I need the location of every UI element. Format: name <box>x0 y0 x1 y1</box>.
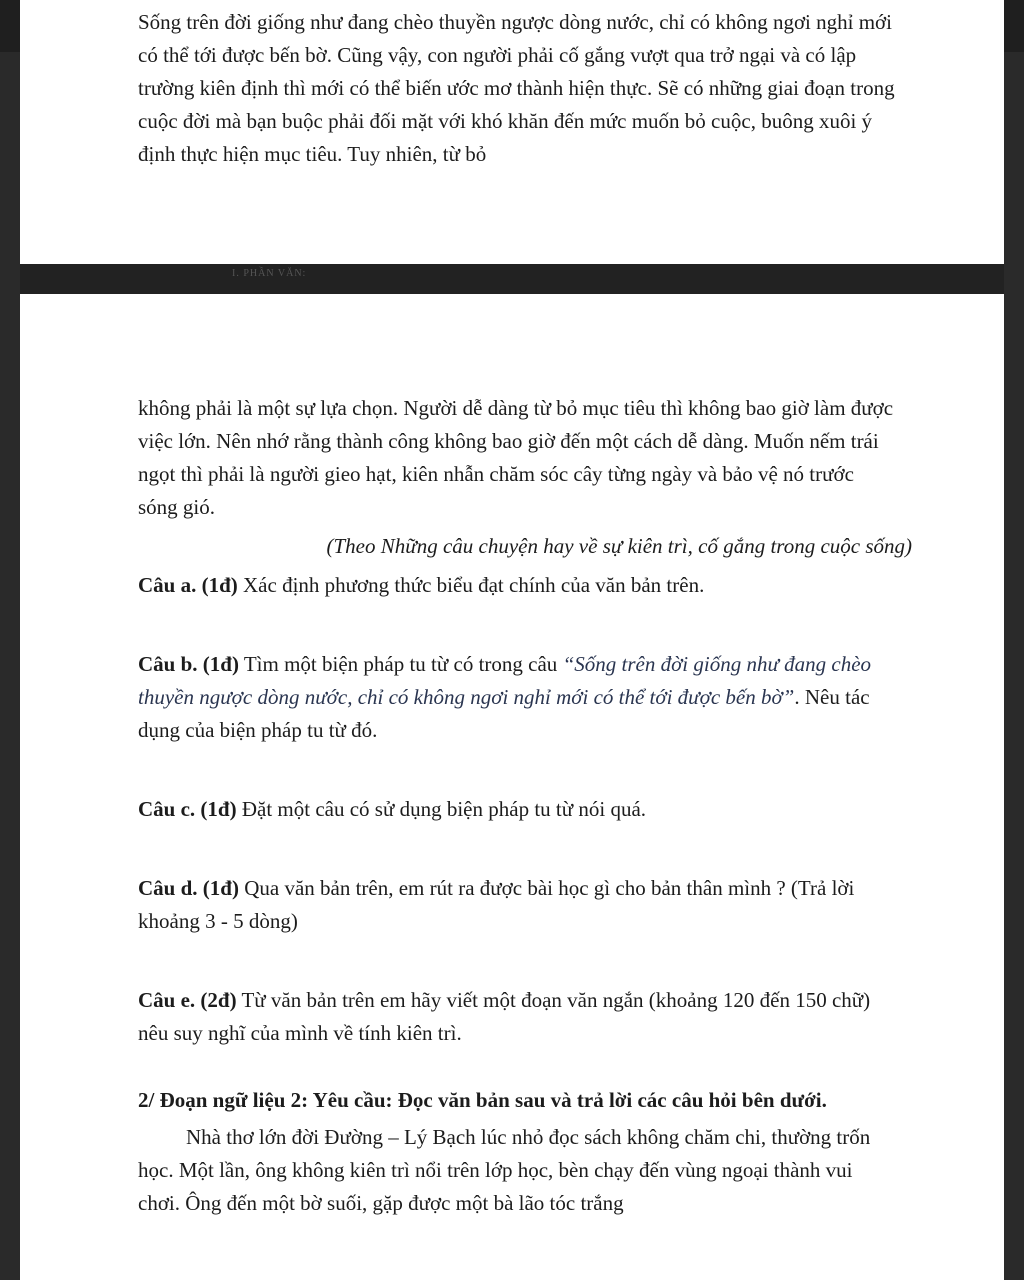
document-page-1 <box>20 0 1004 264</box>
question-e-text: Từ văn bản trên em hãy viết một đoạn văn ngắn (khoảng 120 đến 150 chữ) nêu suy nghĩ của mình về tính kiên trì. <box>138 988 871 1045</box>
question-e <box>138 984 898 1050</box>
question-c <box>138 793 898 826</box>
question-a-label: Câu a. (1đ) <box>138 573 238 597</box>
question-d <box>138 872 898 938</box>
question-d-text: Qua văn bản trên, em rút ra được bài học gì cho bản thân mình ? (Trả lời khoảng 3 - 5 dòng) <box>138 876 855 933</box>
question-e-label: Câu e. (2đ) <box>138 988 237 1012</box>
page1-text-block <box>138 6 898 171</box>
question-b-label: Câu b. (1đ) <box>138 652 239 676</box>
passage-paragraph-2: không phải là một sự lựa chọn. Người dễ dàng từ bỏ mục tiêu thì không bao giờ làm được việc lớn. Nên nhớ rằng thành công không bao giờ đến một cách dễ dàng. Muốn nếm trái ngọt thì phải là người gieo hạt, kiên nhẫn chăm sóc cây từng ngày và bảo vệ nó trước sóng gió. <box>138 396 894 519</box>
question-b-text-2: . Nêu tác dụng của biện pháp tu từ đó. <box>138 685 870 742</box>
question-c-label: Câu c. (1đ) <box>138 797 237 821</box>
question-b <box>138 648 898 747</box>
passage-source: (Theo Những câu chuyện hay về sự kiên trì, cố gắng trong cuộc sống) <box>326 534 912 558</box>
document-page-2 <box>20 294 1004 1280</box>
question-a <box>138 569 898 602</box>
passage-2-paragraph: Nhà thơ lớn đời Đường – Lý Bạch lúc nhỏ đọc sách không chăm chi, thường trốn học. Một lần, ông không kiên trì nổi trên lớp học, bèn chạy đến vùng ngoại thành vui chơi. Ông đến một bờ suối, gặp được một bà lão tóc trắng <box>138 1125 871 1215</box>
page-separator-label: I. PHẦN VĂN: <box>232 268 307 279</box>
question-b-text-1: Tìm một biện pháp tu từ có trong câu <box>238 652 563 676</box>
question-b-quote: “Sống trên đời giống như đang chèo thuyền ngược dòng nước, chỉ có không ngơi nghỉ mới có thể tới được bến bờ” <box>138 652 872 709</box>
passage-paragraph-1: Sống trên đời giống như đang chèo thuyền ngược dòng nước, chỉ có không ngơi nghỉ mới có thể tới được bến bờ. Cũng vậy, con người phải cố gắng vượt qua trở ngại và có lập trường kiên định thì mới có thể biến ước mơ thành hiện thực. Sẽ có những giai đoạn trong cuộc đời mà bạn buộc phải đối mặt với khó khăn đến mức muốn bỏ cuộc, buông xuôi ý định thực hiện mục tiêu. Tuy nhiên, từ bỏ <box>138 10 895 166</box>
question-d-label: Câu d. (1đ) <box>138 876 239 900</box>
page-gap <box>20 264 1004 294</box>
page2-text-block <box>138 392 912 1220</box>
question-a-text: Xác định phương thức biểu đạt chính của văn bản trên. <box>237 573 705 597</box>
section-2-heading: 2/ Đoạn ngữ liệu 2: Yêu cầu: Đọc văn bản sau và trả lời các câu hỏi bên dưới. <box>138 1088 827 1112</box>
question-c-text: Đặt một câu có sử dụng biện pháp tu từ nói quá. <box>236 797 647 821</box>
